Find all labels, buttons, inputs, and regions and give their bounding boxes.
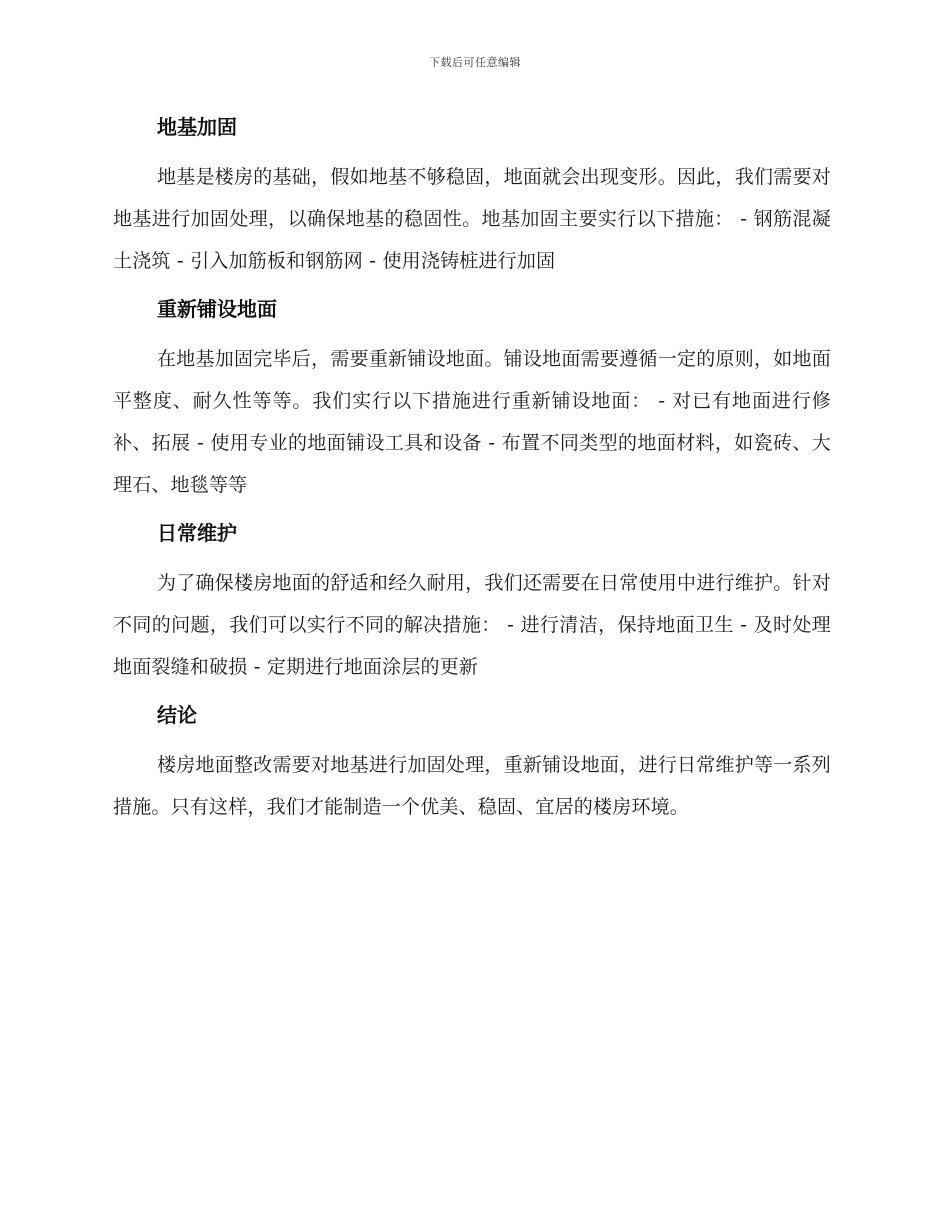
section-daily-maintenance	[113, 518, 831, 688]
section-foundation-reinforcement	[113, 112, 831, 282]
section-body: 在地基加固完毕后，需要重新铺设地面。铺设地面需要遵循一定的原则，如地面平整度、耐久性等等。我们实行以下措施进行重新铺设地面： - 对已有地面进行修补、拓展 - 使用专业的地面铺设工具和设备 - 布置不同类型的地面材料，如瓷砖、大理石、地毯等等	[113, 348, 831, 496]
page-header-note: 下载后可任意编辑	[429, 56, 521, 69]
section-floor-repaving	[113, 294, 831, 506]
section-title: 重新铺设地面	[157, 297, 277, 321]
section-title: 结论	[157, 703, 197, 727]
section-conclusion	[113, 700, 831, 828]
section-body: 为了确保楼房地面的舒适和经久耐用，我们还需要在日常使用中进行维护。针对不同的问题，我们可以实行不同的解决措施： - 进行清洁，保持地面卫生 - 及时处理地面裂缝和破损 - 定期进行地面涂层的更新	[113, 572, 831, 678]
section-body: 楼房地面整改需要对地基进行加固处理，重新铺设地面，进行日常维护等一系列措施。只有这样，我们才能制造一个优美、稳固、宜居的楼房环境。	[113, 754, 831, 818]
section-body: 地基是楼房的基础，假如地基不够稳固，地面就会出现变形。因此，我们需要对地基进行加固处理，以确保地基的稳固性。地基加固主要实行以下措施： - 钢筋混凝土浇筑 - 引入加筋板和钢筋网 - 使用浇铸桩进行加固	[113, 166, 831, 272]
section-title: 地基加固	[157, 115, 237, 139]
document-content	[113, 112, 831, 840]
section-title: 日常维护	[157, 521, 237, 545]
